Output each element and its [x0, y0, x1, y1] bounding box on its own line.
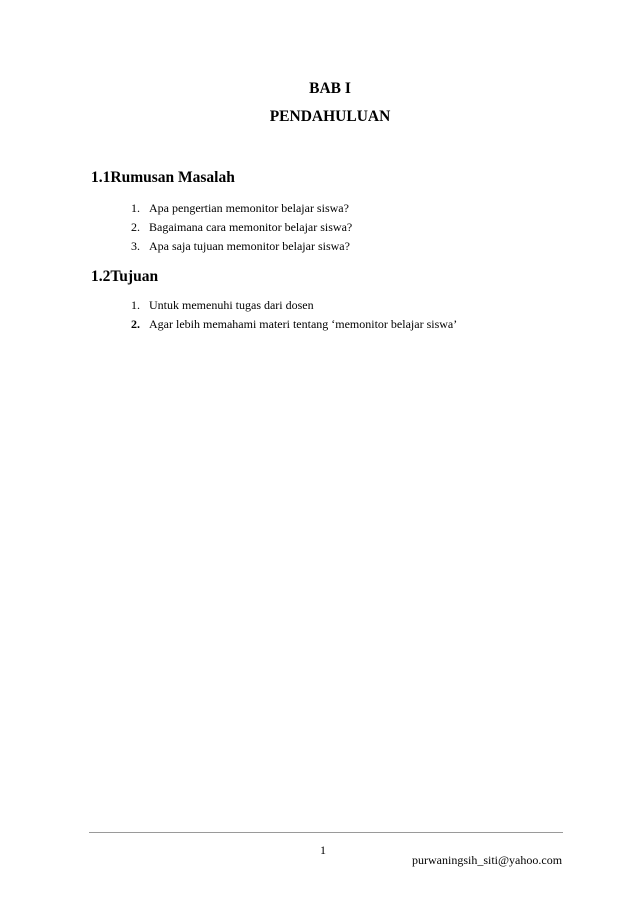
page-number: 1	[320, 843, 326, 857]
list-item-text: Agar lebih memahami materi tentang ‘memonitor belajar siswa’	[149, 317, 458, 331]
list-item-number: 2.	[131, 220, 140, 234]
objective-list	[131, 296, 457, 334]
list-item-number: 2.	[131, 317, 140, 331]
list-item-number: 3.	[131, 239, 140, 253]
list-item	[131, 296, 457, 315]
problem-list	[131, 199, 352, 256]
list-item-text: Apa pengertian memonitor belajar siswa?	[149, 201, 349, 215]
list-item-text: Untuk memenuhi tugas dari dosen	[149, 298, 314, 312]
chapter-title: PENDAHULUAN	[269, 108, 391, 125]
list-item-text: Apa saja tujuan memonitor belajar siswa?	[149, 239, 350, 253]
footer-email: purwaningsih_siti@yahoo.com	[412, 853, 563, 867]
chapter-number: BAB I	[309, 80, 351, 97]
list-item-number: 1.	[131, 201, 140, 215]
footer-divider	[89, 832, 563, 833]
list-item-text: Bagaimana cara memonitor belajar siswa?	[149, 220, 353, 234]
list-item	[131, 218, 352, 237]
section-heading-rumusan-masalah: 1.1Rumusan Masalah	[91, 169, 235, 186]
list-item-number: 1.	[131, 298, 140, 312]
section-heading-tujuan: 1.2Tujuan	[91, 268, 159, 285]
list-item	[131, 199, 352, 218]
list-item	[131, 315, 457, 334]
list-item	[131, 237, 352, 256]
